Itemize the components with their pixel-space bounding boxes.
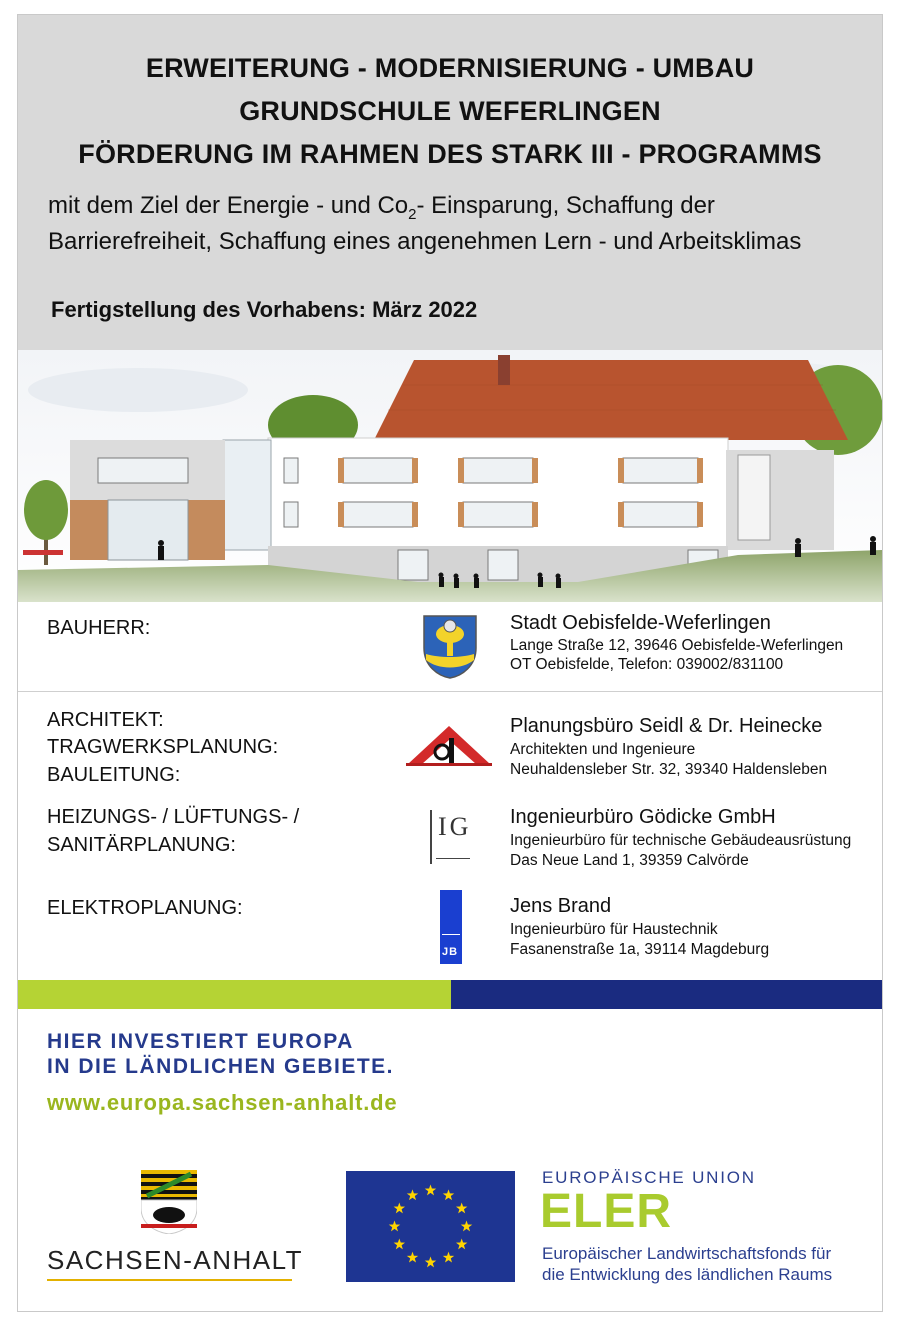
ig-detail-1: Ingenieurbüro für technische Gebäudeausrüstung xyxy=(510,832,852,849)
label-elektroplanung: ELEKTROPLANUNG: xyxy=(47,897,243,919)
eler-description-line-1: Europäischer Landwirtschaftsfonds für xyxy=(542,1244,832,1263)
jb-detail-2: Fasanenstraße 1a, 39114 Magdeburg xyxy=(510,941,770,958)
eu-slogan-line-2: IN DIE LÄNDLICHEN GEBIETE. xyxy=(47,1055,395,1078)
title-line-3: FÖRDERUNG IM RAHMEN DES STARK III - PROGRAMMS xyxy=(78,139,822,169)
ig-name: Ingenieurbüro Gödicke GmbH xyxy=(510,806,776,828)
jb-detail-1: Ingenieurbüro für Haustechnik xyxy=(510,921,718,938)
subtitle-line-1: mit dem Ziel der Energie - und $Co_2-$ Einsparung, Schaffung der xyxy=(48,192,715,223)
eu-slogan-line-1: HIER INVESTIERT EUROPA xyxy=(47,1030,354,1053)
jb-logo-icon: JB xyxy=(440,890,462,964)
title-line-2: GRUNDSCHULE WEFERLINGEN xyxy=(239,96,661,126)
bauherr-detail-2: OT Oebisfelde, Telefon: 039002/831100 xyxy=(510,656,784,673)
eu-flag-icon xyxy=(346,1171,515,1282)
eu-star-icon xyxy=(443,1189,454,1200)
eu-star-icon xyxy=(394,1239,405,1250)
eu-star-icon xyxy=(456,1239,467,1250)
jb-name: Jens Brand xyxy=(510,895,612,917)
eu-star-icon xyxy=(443,1252,454,1263)
eu-union-label: EUROPÄISCHE UNION xyxy=(542,1168,756,1187)
green-stripe xyxy=(18,980,451,1009)
eu-star-icon xyxy=(407,1189,418,1200)
ig-logo-icon: IG xyxy=(430,810,472,866)
eler-description-line-2: die Entwicklung des ländlichen Raums xyxy=(542,1265,833,1284)
eu-star-icon xyxy=(394,1203,405,1214)
architekt-name: Planungsbüro Seidl & Dr. Heinecke xyxy=(510,715,823,737)
eu-star-icon xyxy=(425,1257,436,1268)
house-roof-logo-icon xyxy=(406,722,492,766)
ig-detail-2: Das Neue Land 1, 39359 Calvörde xyxy=(510,852,749,869)
subtitle-line-2: Barrierefreiheit, Schaffung eines angenehmen Lern - und Arbeitsklimas xyxy=(48,228,802,255)
label-heizung: HEIZUNGS- / LÜFTUNGS- / xyxy=(47,806,300,828)
eu-stars-circle xyxy=(346,1171,515,1282)
bauherr-detail-1: Lange Straße 12, 39646 Oebisfelde-Weferlingen xyxy=(510,637,844,654)
eler-acronym: ELER xyxy=(540,1185,673,1238)
architekt-detail-2: Neuhaldensleber Str. 32, 39340 Haldensleben xyxy=(510,761,828,778)
building-rendering xyxy=(18,350,882,602)
bauherr-name: Stadt Oebisfelde-Weferlingen xyxy=(510,612,771,634)
label-sanitaer: SANITÄRPLANUNG: xyxy=(47,834,236,856)
architekt-detail-1: Architekten und Ingenieure xyxy=(510,741,696,758)
eu-star-icon xyxy=(425,1185,436,1196)
blue-stripe xyxy=(451,980,882,1009)
title-line-1: ERWEITERUNG - MODERNISIERUNG - UMBAU xyxy=(145,53,755,83)
section-divider xyxy=(18,691,882,692)
eu-star-icon xyxy=(461,1221,472,1232)
label-bauherr: BAUHERR: xyxy=(47,617,151,639)
coat-of-arms-icon xyxy=(422,614,478,680)
eu-star-icon xyxy=(389,1221,400,1232)
label-architekt: ARCHITEKT: xyxy=(47,709,164,731)
sachsen-anhalt-underline xyxy=(47,1279,292,1281)
completion-date: Fertigstellung des Vorhabens: März 2022 xyxy=(51,297,478,322)
label-tragwerksplanung: TRAGWERKSPLANUNG: xyxy=(47,736,279,758)
eu-star-icon xyxy=(456,1203,467,1214)
eu-star-icon xyxy=(407,1252,418,1263)
sachsen-anhalt-coat-of-arms-icon xyxy=(141,1170,197,1234)
sachsen-anhalt-wordmark: SACHSEN-ANHALT xyxy=(47,1245,304,1275)
header-panel xyxy=(18,15,882,350)
eu-url-link[interactable]: www.europa.sachsen-anhalt.de xyxy=(47,1090,398,1115)
label-bauleitung: BAULEITUNG: xyxy=(47,764,181,786)
building-illustration xyxy=(18,350,882,602)
